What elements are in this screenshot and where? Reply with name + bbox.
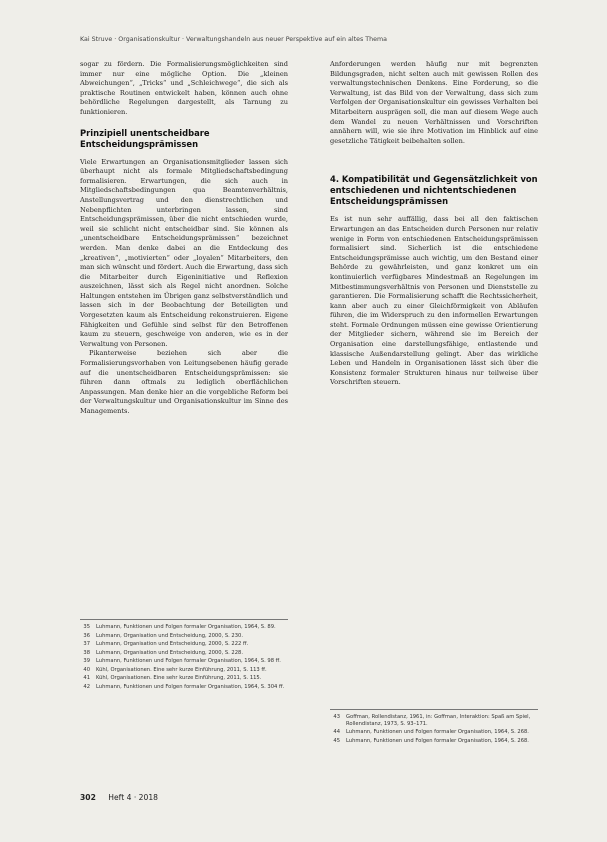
footnote: 44 Luhmann, Funktionen und Folgen formaler Organisation, 1964, S. 268. bbox=[333, 729, 529, 736]
paragraph-right-main: Es ist nun sehr auffällig, dass bei all den faktischen Erwartungen an das Entscheiden durch Personen nur relativ wenige in Form von entschiedenen Entscheidungsprämissen formalisiert sind. Sicherlich ist die entschiedene Entscheidungsprämisse auch wichtig, um den Bestand einer Behörde zu gewährleisten, und ganz konkret um ein kontinuierlich verfügbares Mindestmaß an Regelungen im Mitbestimmungsverhältnis von Personen und Dienststelle zu garantieren. Die Formalisierung schafft die Rechtssicherheit, kann aber auch zu einer Gleichförmigkeit von Abläufen führen, die im Widerspruch zu den informellen Erwartungen steht. Formale Ordnungen müssen eine gewisse Orientierung der Mitglieder sichern, während sie im Bereich der Organisation eine darstellungsfähige, entlastende und klassische Außendarstellung gelingt. Aber das wirkliche Leben und Handeln in Organisationen lässt sich über die Konsistenz formaler Strukturen hinaus nur teilweise über Vorschriften steuern. bbox=[330, 215, 538, 387]
section-heading-unentscheidbar: Prinzipiell unentscheidbare Entscheidungsprämissen bbox=[80, 127, 210, 149]
footnote: 37 Luhmann, Organisation und Entscheidung, 2000, S. 222 ff. bbox=[83, 641, 249, 647]
footnote: 40 Kühl, Organisationen. Eine sehr kurze Einführung, 2011, S. 113 ff. bbox=[83, 666, 267, 673]
paragraph-right-intro: Anforderungen werden häufig nur mit begrenzten Bildungsgraden, nicht selten auch mit gewissen Rollen des verwaltungstechnischen Denkens. Eine Forderung, so die Verwaltung, ist das Bild von der Verwaltung, dass sich zum Verfolgen der Organisationskultur ein gewisses Verhalten bei Mitarbeitern ausprägen soll, die man auf diesem Wege auch dem Wandel zu neuen Verhältnissen und Vorschriften annähern will, wie sie ihre Motivation im Hinblick auf eine gesetzliche Tätigkeit beibehalten sollen. bbox=[330, 60, 538, 145]
issue-label: Heft 4 · 2018 bbox=[108, 793, 158, 802]
footnote: 39 Luhmann, Funktionen und Folgen formaler Organisation, 1964, S. 98 ff. bbox=[83, 658, 281, 664]
footnotes-left bbox=[80, 619, 288, 692]
left-column bbox=[80, 60, 288, 417]
footnote: 38 Luhmann, Organisation und Entscheidung, 2000, S. 228. bbox=[83, 649, 243, 656]
footnotes-right bbox=[330, 709, 538, 746]
running-header: Kai Struve · Organisationskultur · Verwaltungshandeln aus neuer Perspektive auf ein altes Thema bbox=[80, 36, 387, 43]
section-heading-4-kompatibilitaet: 4. Kompatibilität und Gegensätzlichkeit von entschiedenen und nichtentschiedenen Entscheidungsprämissen bbox=[330, 174, 538, 207]
footnote: 35 Luhmann, Funktionen und Folgen formaler Organisation, 1964, S. 89. bbox=[83, 624, 276, 630]
footnote: 43 Goffman, Rollendistanz, 1961, in: Goffman, Interaktion: Spaß am Spiel, Rollendistanz, 1973, S. 93–171. bbox=[333, 714, 531, 727]
paragraph-left-intro: sogar zu fördern. Die Formalisierungsmöglichkeiten sind immer nur eine mögliche Option. Die „kleinen Abweichungen“, „Tricks“ und „Schleichwege“, die sich als praktische Routinen entwickelt haben, können auch ohne behördliche Regelungen dargestellt, als Tarnung zu funktionieren. bbox=[80, 60, 288, 116]
footnote: 36 Luhmann, Organisation und Entscheidung, 2000, S. 230. bbox=[83, 632, 243, 639]
page-footer bbox=[80, 793, 158, 802]
page-number: 302 bbox=[80, 793, 96, 802]
footnote: 45 Luhmann, Funktionen und Folgen formaler Organisation, 1964, S. 268. bbox=[333, 737, 529, 744]
footnote: 41 Kühl, Organisationen. Eine sehr kurze Einführung, 2011, S. 115. bbox=[83, 675, 262, 681]
right-column bbox=[330, 60, 538, 388]
paragraph-left-main: Viele Erwartungen an Organisationsmitglieder lassen sich überhaupt nicht als formale Mitgliedschaftsbedingung formalisieren. Erwartungen, die sich auch in Mitgliedschaftsbedingungen qua Beamtenverhältnis, Anstellungsvertrag und den dienstrechtlichen und Nebenpflichten unterbringen lassen, sind Entscheidungsprämissen, über die nicht entschieden wurde, weil sie schlicht nicht entscheidbar sind. Sie können als „unentscheidbare Entscheidungsprämissen“ bezeichnet werden. Man denke dabei an die Entdeckung des „kreativen“, „motivierten“ oder „loyalen“ Mitarbeiters, den man sich wünscht und fördert. Auch die Erwartung, dass sich die Mitarbeiter durch Eigeninitiative und Reflexion auszeichnen, lässt sich als Regel nicht anordnen. Solche Haltungen entstehen im Übrigen ganz selbstverständlich und lassen sich in der Beobachtung der Beteiligten und Vorgesetzten kaum als Entscheidung rekonstruieren. Eigene Fähigkeiten und Gefühle sind selbst für den Betroffenen kaum zu steuern, geschweige von anderen, wie es in der Verwaltung von Personen. bbox=[80, 157, 288, 348]
footnote: 42 Luhmann, Funktionen und Folgen formaler Organisation, 1964, S. 304 ff. bbox=[83, 683, 285, 690]
paragraph-left-after: Pikanterweise beziehen sich aber die Formalisierungsvorhaben von Leitungsebenen häufig gerade auf die unentscheidbaren Entscheidungsprämissen: sie führen dann oftmals zu lediglich oberflächlichen Anpassungen. Man denke hier an die vorgebliche Reform bei der Verwaltungskultur und Organisationskultur im Sinne des Managements. bbox=[80, 349, 288, 415]
